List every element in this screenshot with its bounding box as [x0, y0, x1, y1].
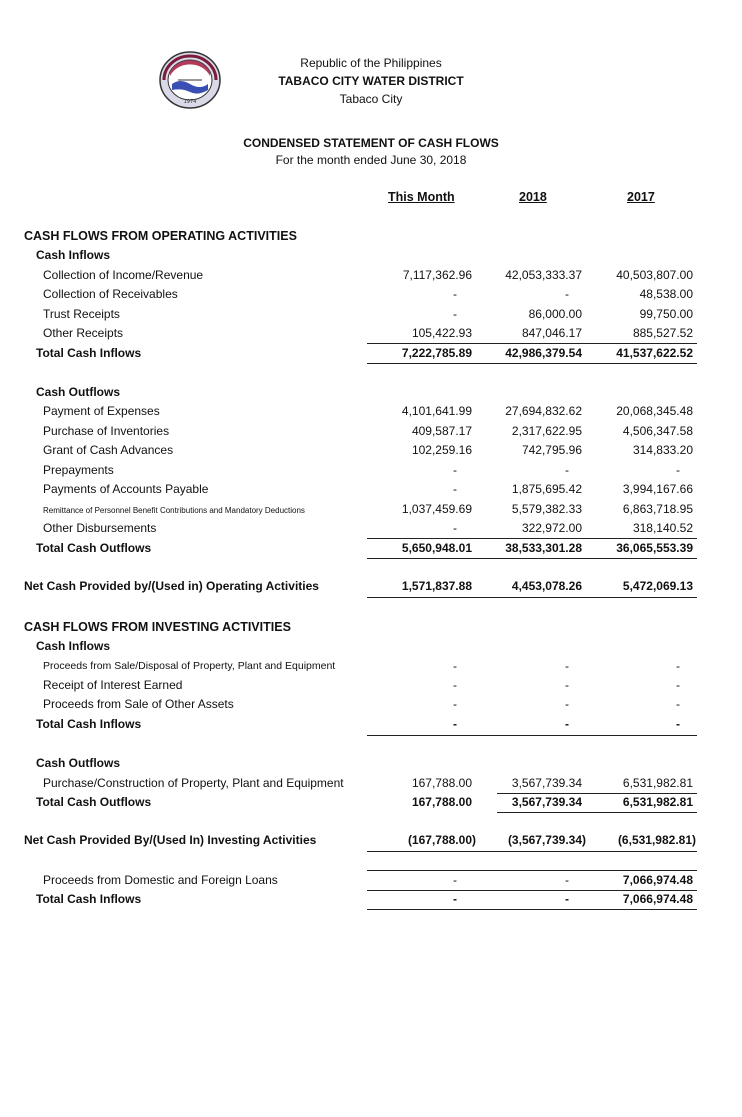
value-2018: -: [565, 659, 569, 673]
row-label: Net Cash Provided by/(Used in) Operating Activities: [24, 579, 319, 593]
value-2017: 99,750.00: [639, 307, 693, 321]
row-label: Proceeds from Domestic and Foreign Loans: [43, 873, 278, 887]
row-label: Purchase/Construction of Property, Plant and Equipment: [43, 776, 344, 790]
value-this-month: 105,422.93: [411, 326, 472, 340]
subheading: Cash Inflows: [36, 248, 111, 262]
row-label: Prepayments: [43, 463, 114, 477]
row-label: Payment of Expenses: [43, 404, 160, 418]
divider: [367, 558, 697, 559]
row-label: Total Cash Outflows: [36, 795, 152, 809]
value-this-month: 5,650,948.01: [401, 541, 472, 555]
value-this-month: -: [453, 697, 457, 711]
investing-heading-row: [0, 620, 742, 638]
value-2017: 20,068,345.48: [616, 404, 693, 418]
value-2018: -: [565, 287, 569, 301]
divider: [367, 735, 697, 736]
value-2018: -: [565, 697, 569, 711]
row-label: Total Cash Inflows: [36, 346, 142, 360]
subheading: Cash Inflows: [36, 639, 111, 653]
table-row: [0, 326, 742, 344]
value-2017: 885,527.52: [632, 326, 693, 340]
divider: [497, 793, 697, 794]
row-label: Trust Receipts: [43, 307, 120, 321]
value-this-month: 167,788.00: [411, 776, 472, 790]
operating-heading-row: [0, 229, 742, 247]
value-2017: 7,066,974.48: [622, 873, 693, 887]
svg-text:1974: 1974: [183, 99, 197, 105]
net-investing-row: [0, 833, 742, 851]
value-2017: 318,140.52: [632, 521, 693, 535]
value-2017: -: [676, 717, 680, 731]
value-2017: 40,503,807.00: [616, 268, 693, 282]
value-2017: 6,531,982.81: [622, 795, 693, 809]
row-label: Total Cash Inflows: [36, 892, 142, 906]
value-2017: 7,066,974.48: [622, 892, 693, 906]
row-label: Net Cash Provided By/(Used In) Investing Activities: [24, 833, 317, 847]
divider: [367, 870, 697, 871]
city-line: Tabaco City: [339, 92, 403, 106]
statement-title: CONDENSED STATEMENT OF CASH FLOWS: [243, 136, 499, 150]
value-this-month: -: [453, 678, 457, 692]
value-this-month: 1,037,459.69: [401, 502, 472, 516]
subheading: Cash Outflows: [36, 385, 121, 399]
row-label: Total Cash Inflows: [36, 717, 142, 731]
value-2018: 42,986,379.54: [505, 346, 582, 360]
divider: [367, 909, 697, 910]
row-label: Remittance of Personnel Benefit Contributions and Mandatory Deductions: [43, 506, 305, 515]
divider: [367, 890, 697, 891]
col-this-month: This Month: [388, 190, 455, 204]
value-this-month: -: [453, 287, 457, 301]
table-row: [0, 463, 742, 481]
value-2018: 847,046.17: [521, 326, 582, 340]
divider: [367, 538, 697, 539]
table-row: [0, 443, 742, 461]
value-2018: 27,694,832.62: [505, 404, 582, 418]
subheading-row: [0, 385, 742, 403]
section-heading: CASH FLOWS FROM OPERATING ACTIVITIES: [24, 229, 297, 243]
value-2018: 1,875,695.42: [511, 482, 582, 496]
value-2018: 322,972.00: [521, 521, 582, 535]
table-row: [0, 287, 742, 305]
table-row: [0, 307, 742, 325]
row-label: Grant of Cash Advances: [43, 443, 174, 457]
value-this-month: 7,117,362.96: [402, 268, 472, 282]
row-label: Other Receipts: [43, 326, 124, 340]
table-row: [0, 268, 742, 286]
value-2018: 2,317,622.95: [511, 424, 582, 438]
value-2018: 38,533,301.28: [505, 541, 582, 555]
total-row: [0, 541, 742, 559]
value-2017: (6,531,982.81): [617, 833, 696, 847]
value-this-month: 1,571,837.88: [401, 579, 472, 593]
total-row: [0, 717, 742, 735]
value-2017: 6,863,718.95: [622, 502, 693, 516]
table-row: [0, 873, 742, 891]
value-2017: 3,994,167.66: [622, 482, 693, 496]
subheading-row: [0, 248, 742, 266]
value-2017: 4,506,347.58: [622, 424, 693, 438]
table-row: [0, 521, 742, 539]
value-2018: -: [565, 678, 569, 692]
divider: [497, 812, 697, 813]
value-2018: 86,000.00: [528, 307, 582, 321]
value-2018: 3,567,739.34: [511, 795, 582, 809]
value-2017: -: [676, 659, 680, 673]
value-this-month: 167,788.00: [411, 795, 472, 809]
table-row: [0, 482, 742, 500]
value-2017: 6,531,982.81: [622, 776, 693, 790]
row-label: Other Disbursements: [43, 521, 157, 535]
value-this-month: -: [453, 873, 457, 887]
value-this-month: 4,101,641.99: [401, 404, 472, 418]
value-this-month: -: [453, 659, 457, 673]
table-row: [0, 678, 742, 696]
district-name: TABACO CITY WATER DISTRICT: [278, 74, 464, 88]
row-label: Proceeds from Sale/Disposal of Property, Plant and Equipment: [43, 660, 336, 672]
statement-subtitle: For the month ended June 30, 2018: [275, 153, 467, 167]
value-2018: (3,567,739.34): [507, 833, 586, 847]
republic-line: Republic of the Philippines: [300, 56, 442, 70]
value-this-month: 102,259.16: [411, 443, 472, 457]
value-2018: -: [565, 892, 569, 906]
value-this-month: 7,222,785.89: [401, 346, 472, 360]
value-this-month: -: [453, 482, 457, 496]
value-2017: -: [676, 697, 680, 711]
value-2017: 41,537,622.52: [616, 346, 693, 360]
value-this-month: (167,788.00): [407, 833, 476, 847]
divider: [367, 363, 697, 364]
value-2018: -: [565, 873, 569, 887]
table-row: [0, 404, 742, 422]
total-row: [0, 346, 742, 364]
value-2018: 42,053,333.37: [505, 268, 582, 282]
value-2017: 5,472,069.13: [622, 579, 693, 593]
subheading: Cash Outflows: [36, 756, 121, 770]
section-heading: CASH FLOWS FROM INVESTING ACTIVITIES: [24, 620, 291, 634]
row-label: Receipt of Interest Earned: [43, 678, 183, 692]
value-2018: 4,453,078.26: [511, 579, 582, 593]
divider: [367, 851, 697, 852]
divider: [367, 597, 697, 598]
table-row: [0, 697, 742, 715]
value-this-month: -: [453, 892, 457, 906]
table-row: [0, 502, 742, 520]
value-this-month: -: [453, 717, 457, 731]
col-2017: 2017: [627, 190, 655, 204]
subheading-row: [0, 639, 742, 657]
table-row: [0, 659, 742, 677]
value-2018: 742,795.96: [521, 443, 582, 457]
row-label: Total Cash Outflows: [36, 541, 152, 555]
value-2017: 314,833.20: [632, 443, 693, 457]
total-row: [0, 795, 742, 813]
row-label: Purchase of Inventories: [43, 424, 170, 438]
table-row: [0, 424, 742, 442]
value-this-month: -: [453, 307, 457, 321]
divider: [367, 343, 697, 344]
table-row: [0, 776, 742, 794]
value-2018: -: [565, 717, 569, 731]
col-2018: 2018: [519, 190, 547, 204]
row-label: Collection of Receivables: [43, 287, 178, 301]
value-2018: 3,567,739.34: [511, 776, 582, 790]
row-label: Proceeds from Sale of Other Assets: [43, 697, 234, 711]
value-this-month: -: [453, 463, 457, 477]
row-label: Collection of Income/Revenue: [43, 268, 204, 282]
value-2018: 5,579,382.33: [511, 502, 582, 516]
value-2017: 48,538.00: [639, 287, 693, 301]
value-2017: -: [676, 463, 680, 477]
net-operating-row: [0, 579, 742, 597]
value-2018: -: [565, 463, 569, 477]
value-this-month: 409,587.17: [411, 424, 472, 438]
total-row: [0, 892, 742, 910]
row-label: Payments of Accounts Payable: [43, 482, 209, 496]
value-2017: -: [676, 678, 680, 692]
value-this-month: -: [453, 521, 457, 535]
subheading-row: [0, 756, 742, 774]
value-2017: 36,065,553.39: [616, 541, 693, 555]
